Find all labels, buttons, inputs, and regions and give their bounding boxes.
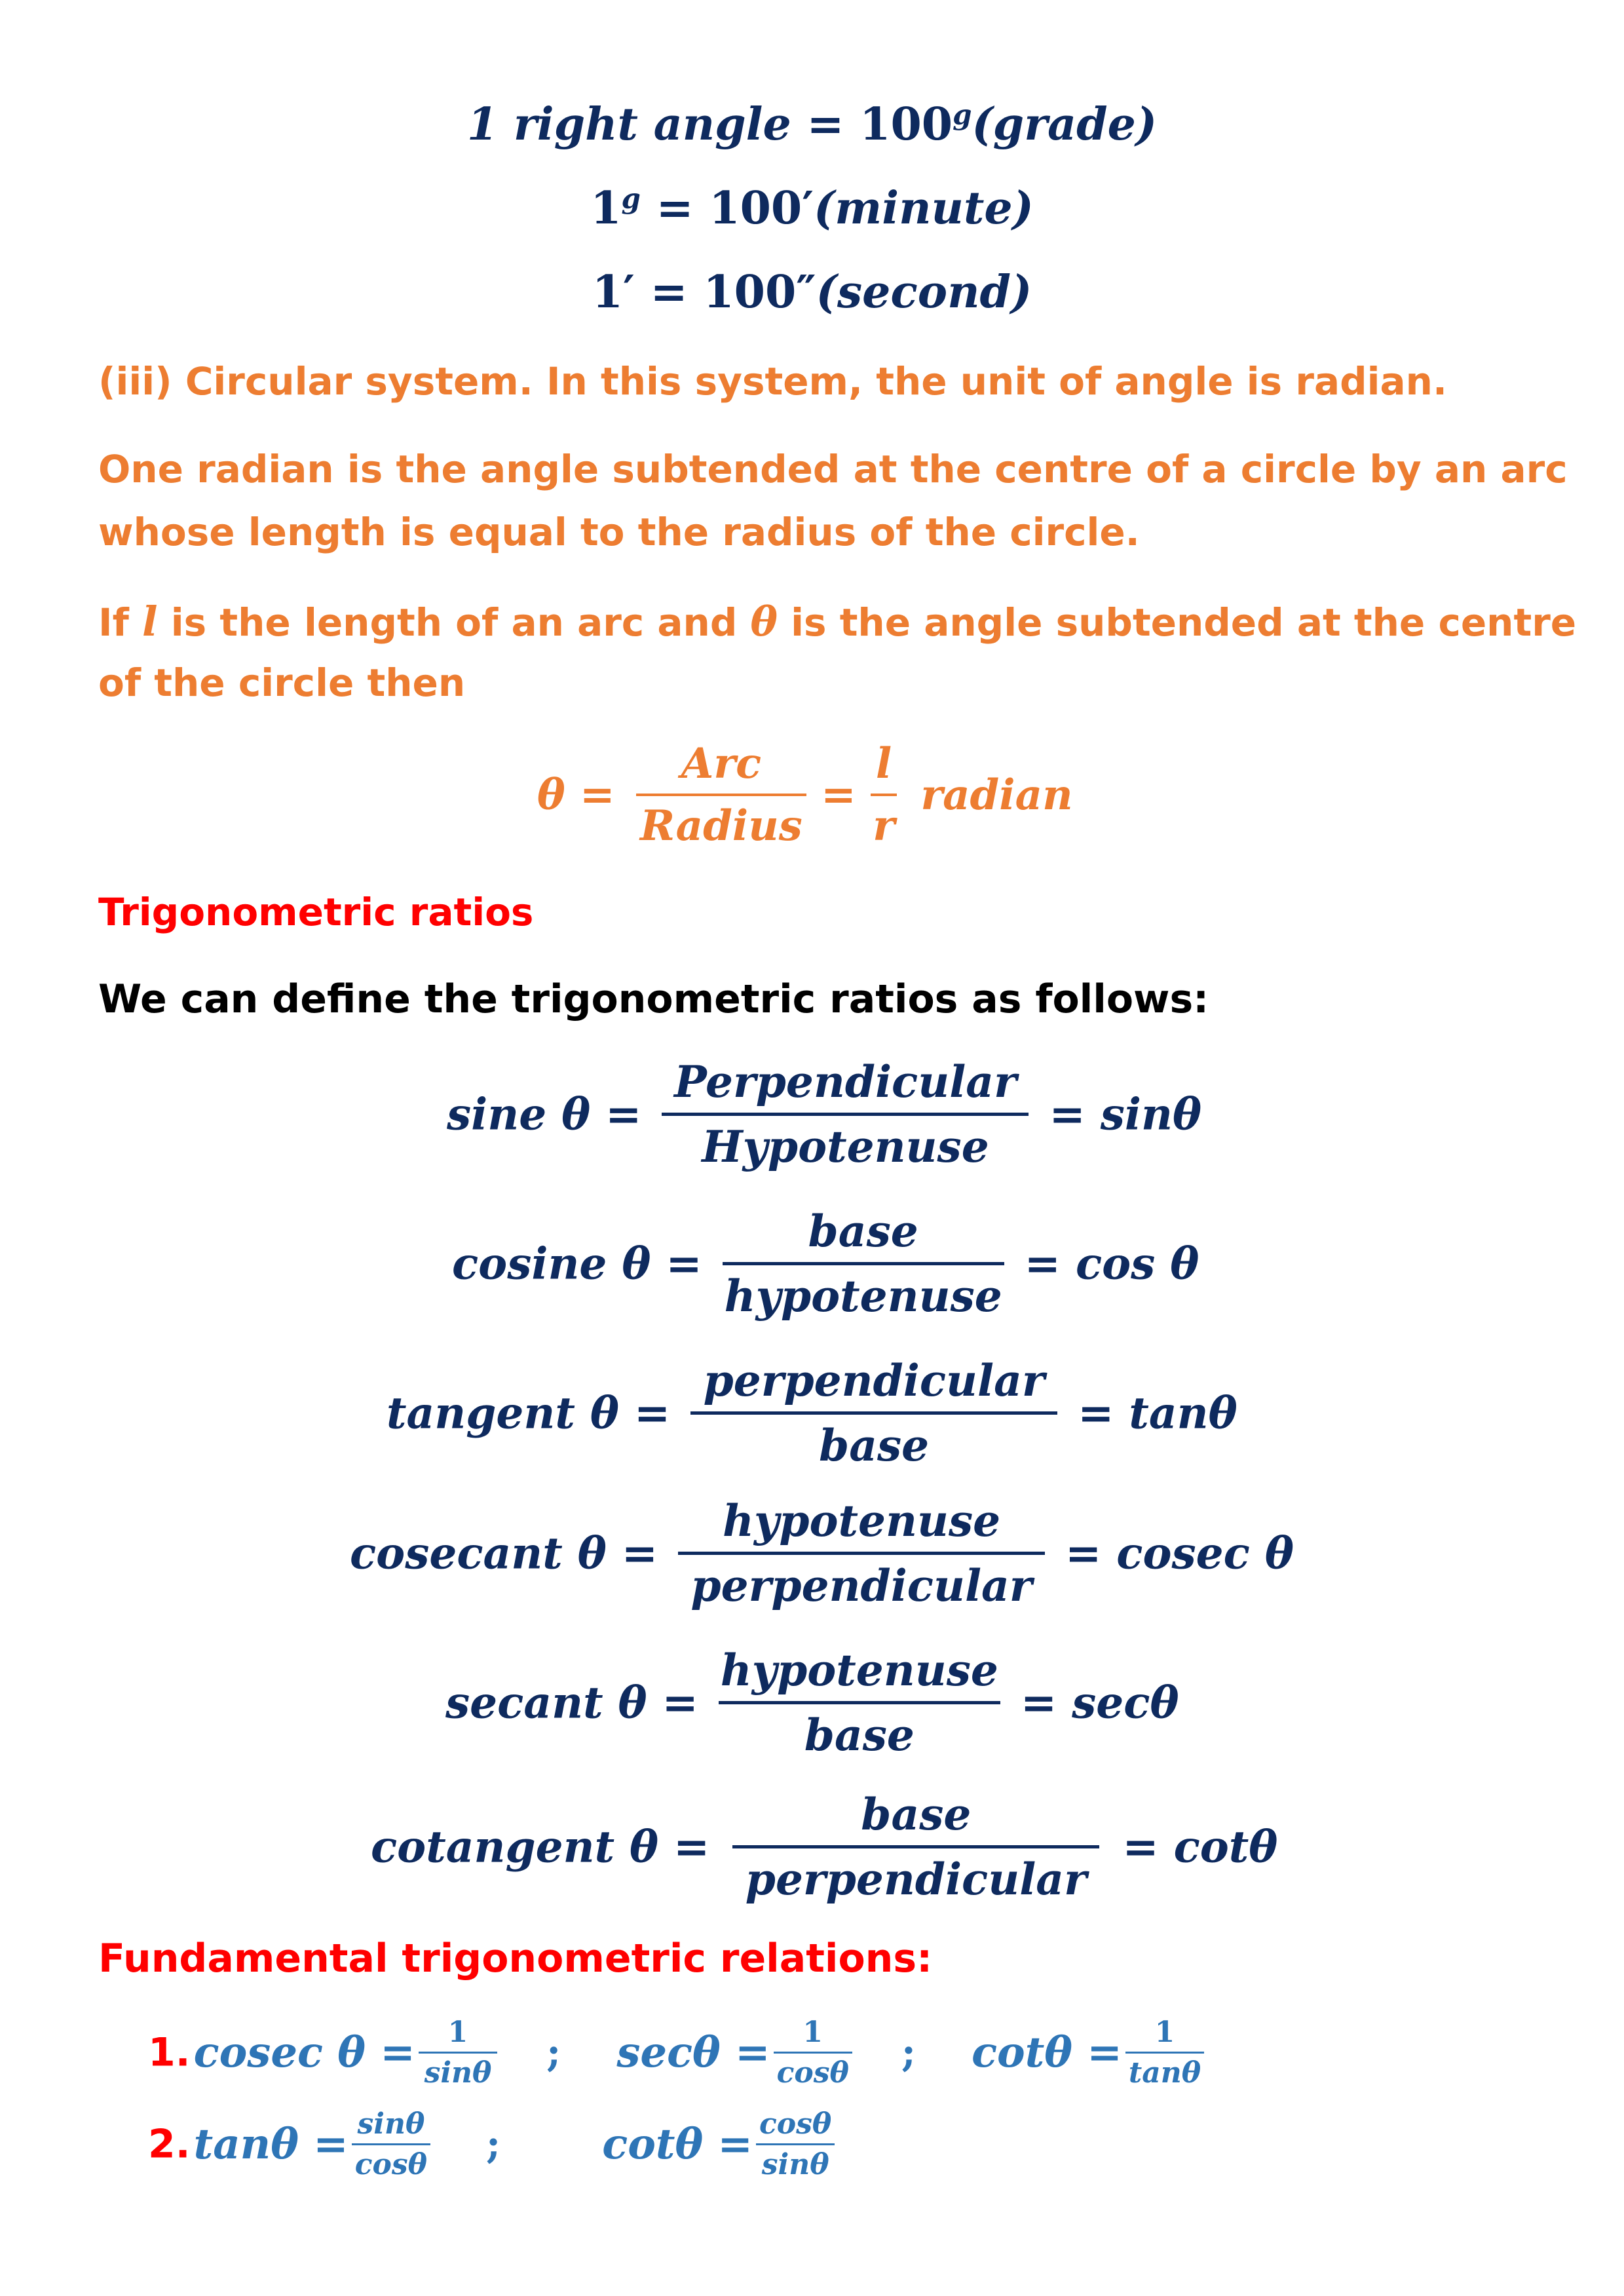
trig-intro: We can define the trigonometric ratios as follows:	[98, 976, 1209, 1022]
fraction-denominator: hypotenuse	[724, 1271, 1002, 1322]
trig-heading: Trigonometric ratios	[98, 890, 534, 934]
fraction-numerator: 1	[447, 2016, 468, 2049]
fraction-bar	[662, 1113, 1029, 1116]
cosec-fraction	[419, 2016, 497, 2090]
separator: ;	[546, 2029, 561, 2076]
fraction-denominator: perpendicular	[745, 1854, 1087, 1905]
ratio-rhs: = secθ	[1020, 1677, 1179, 1729]
sec-lhs: secθ =	[616, 2028, 770, 2077]
radian-formula	[537, 739, 1073, 851]
fraction-denominator: perpendicular	[690, 1560, 1032, 1611]
relations-row-2	[148, 2107, 835, 2181]
minute-lhs: 1	[590, 182, 622, 235]
separator: ;	[901, 2029, 916, 2076]
statement-mid: is the length of an arc and	[170, 600, 738, 645]
grade-lhs: 1 right angle	[466, 98, 791, 151]
ratio-lhs: cotangent θ =	[371, 1821, 710, 1873]
relation-number: 2.	[148, 2121, 191, 2168]
minute-lhs-sup: g	[621, 182, 641, 215]
relations-row-1	[148, 2016, 1204, 2090]
cot-fraction	[756, 2107, 835, 2181]
fraction-denominator: cosθ	[776, 2056, 849, 2090]
fraction-numerator: base	[808, 1206, 918, 1257]
ratio-fraction	[732, 1789, 1099, 1905]
fraction-bar	[756, 2143, 835, 2145]
relation-number: 1.	[148, 2029, 191, 2076]
fraction-numerator: Arc	[681, 739, 762, 788]
second-unit: (second)	[816, 266, 1032, 318]
fraction-bar	[636, 794, 806, 796]
fraction-denominator: sinθ	[424, 2056, 492, 2090]
fraction-numerator: hypotenuse	[722, 1495, 1001, 1546]
fraction-numerator: 1	[803, 2016, 823, 2049]
fraction-numerator: l	[875, 739, 892, 788]
fraction-bar	[719, 1701, 1000, 1704]
minute-unit: (minute)	[814, 182, 1034, 235]
tangent-ratio	[387, 1355, 1237, 1471]
fraction-denominator: Radius	[640, 801, 803, 851]
equals-sign: =	[656, 182, 694, 235]
ratio-rhs: = tanθ	[1078, 1387, 1237, 1439]
fraction-bar	[723, 1262, 1004, 1265]
fraction-bar	[690, 1411, 1057, 1415]
ratio-lhs: secant θ =	[445, 1677, 698, 1729]
sec-fraction	[774, 2016, 852, 2090]
minute-value: 100′	[709, 182, 814, 235]
arc-over-radius-fraction	[636, 739, 806, 851]
cosine-ratio	[452, 1206, 1199, 1322]
sine-ratio	[447, 1056, 1201, 1172]
ratio-rhs: = cos θ	[1024, 1238, 1199, 1290]
fraction-numerator: cosθ	[759, 2107, 832, 2141]
fraction-bar	[871, 794, 897, 796]
grade-sup: g	[953, 98, 972, 131]
fraction-bar	[1125, 2052, 1204, 2054]
grade-unit: (grade)	[972, 98, 1158, 151]
second-lhs: 1′	[592, 266, 635, 318]
fraction-denominator: tanθ	[1128, 2056, 1201, 2090]
cotangent-ratio	[371, 1789, 1277, 1905]
fraction-denominator: base	[819, 1420, 930, 1471]
grade-line-1	[0, 98, 1624, 151]
second-value: 100″	[703, 266, 816, 318]
fraction-denominator: cosθ	[354, 2148, 428, 2181]
fraction-bar	[678, 1552, 1045, 1555]
radian-definition-line-1: One radian is the angle subtended at the centre of a circle by an arc	[98, 447, 1568, 491]
fraction-numerator: 1	[1154, 2016, 1175, 2049]
fraction-bar	[352, 2143, 430, 2145]
ratio-fraction	[723, 1206, 1004, 1322]
cosecant-ratio	[350, 1495, 1294, 1611]
ratio-rhs: = sinθ	[1049, 1088, 1201, 1140]
fraction-denominator: sinθ	[761, 2148, 829, 2181]
equals-sign: =	[821, 770, 856, 820]
ratio-fraction	[678, 1495, 1045, 1611]
fraction-denominator: Hypotenuse	[702, 1121, 989, 1172]
fraction-numerator: hypotenuse	[720, 1645, 998, 1696]
arc-length-statement-line-2: of the circle then	[98, 660, 466, 705]
cot-fraction	[1125, 2016, 1204, 2090]
cot-lhs: cotθ =	[602, 2120, 753, 2169]
tan-fraction	[352, 2107, 430, 2181]
tan-lhs: tanθ =	[193, 2120, 349, 2169]
fraction-numerator: Perpendicular	[674, 1056, 1017, 1107]
grade-line-2	[0, 182, 1624, 235]
arc-length-statement	[98, 598, 1576, 645]
ratio-fraction	[719, 1645, 1000, 1761]
cosec-lhs: cosec θ =	[193, 2028, 415, 2077]
fraction-numerator: base	[861, 1789, 972, 1840]
radian-unit: radian	[920, 770, 1073, 820]
var-theta: θ	[750, 598, 778, 645]
equals-sign: =	[806, 98, 844, 151]
fraction-denominator: r	[873, 801, 895, 851]
ratio-lhs: cosine θ =	[452, 1238, 702, 1290]
ratio-rhs: = cotθ	[1122, 1821, 1278, 1873]
if-word: If	[98, 600, 129, 645]
ratio-lhs: tangent θ =	[387, 1387, 671, 1439]
secant-ratio	[445, 1645, 1179, 1761]
ratio-rhs: = cosec θ	[1065, 1527, 1294, 1579]
fraction-numerator: sinθ	[357, 2107, 425, 2141]
fraction-denominator: base	[804, 1710, 915, 1761]
fraction-bar	[774, 2052, 852, 2054]
ratio-lhs: sine θ =	[447, 1088, 642, 1140]
var-l: l	[142, 598, 158, 645]
statement-suffix: is the angle subtended at the centre	[791, 600, 1577, 645]
separator: ;	[485, 2121, 501, 2168]
relations-heading: Fundamental trigonometric relations:	[98, 1936, 933, 1981]
ratio-fraction	[662, 1056, 1029, 1172]
equals-sign: =	[650, 266, 688, 318]
ratio-fraction	[690, 1355, 1057, 1471]
cot-lhs: cotθ =	[972, 2028, 1122, 2077]
fraction-bar	[419, 2052, 497, 2054]
grade-value: 100	[859, 98, 953, 151]
fraction-bar	[732, 1845, 1099, 1848]
l-over-r-fraction	[871, 739, 897, 851]
fraction-numerator: perpendicular	[703, 1355, 1045, 1406]
formula-lhs: θ =	[537, 770, 615, 820]
ratio-lhs: cosecant θ =	[350, 1527, 658, 1579]
circular-heading: (iii) Circular system. In this system, the unit of angle is radian.	[98, 359, 1447, 404]
radian-definition-line-2: whose length is equal to the radius of the circle.	[98, 510, 1140, 554]
grade-line-3	[0, 266, 1624, 318]
